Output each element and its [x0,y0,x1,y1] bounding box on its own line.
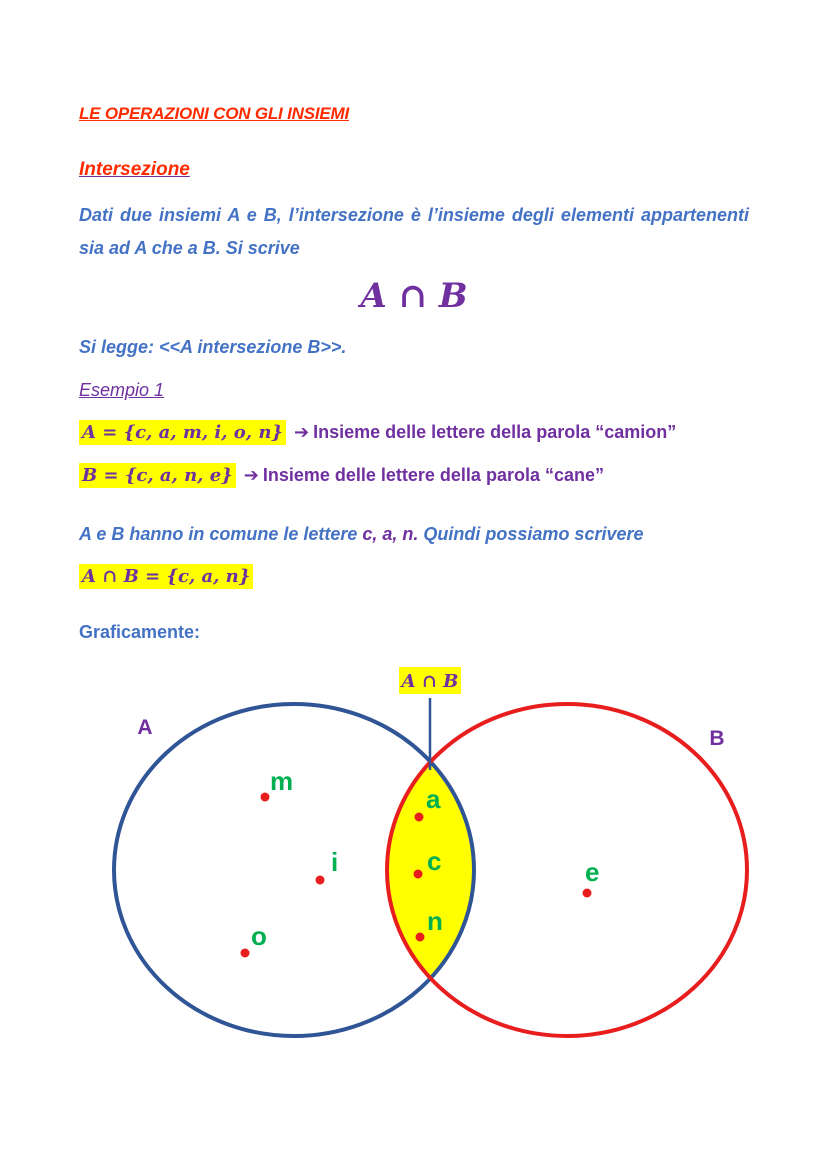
element-n: n [427,906,443,936]
result-formula: A ∩ B = {c, a, n} [79,564,253,589]
set-b-formula: B = {c, a, n, e} [79,463,236,488]
element-i: i [331,847,339,877]
element-c: c [427,846,442,876]
set-a-label: A [137,716,153,739]
dot-m [261,793,270,802]
set-b-label: B [709,727,725,750]
common-letters: c, a, n. [362,524,419,544]
graph-label: Graficamente: [79,622,201,642]
dot-c [414,870,423,879]
element-o: o [251,921,267,951]
element-e: e [585,857,600,887]
element-m: m [270,766,294,796]
common-prefix: A e B hanno in comune le lettere [79,524,363,544]
definition-text: Dati due insiemi A e B, l’intersezione è l’insieme degli elementi appartenenti sia ad A che a B. Si scrive [79,205,749,258]
arrow-right-icon: ➔ [294,422,310,443]
page-title: LE OPERAZIONI CON GLI INSIEMI [79,104,349,123]
dot-i [316,876,325,885]
set-a-formula: A = {c, a, m, i, o, n} [79,420,286,445]
example-title: Esempio 1 [79,380,165,400]
common-suffix: Quindi possiamo scrivere [418,524,644,544]
set-a-description: Insieme delle lettere della parola “camion” [313,422,677,442]
element-a: a [426,784,441,814]
dot-e [583,889,592,898]
section-title: Intersezione [79,159,190,180]
reading-text: Si legge: <<A intersezione B>>. [79,337,347,357]
set-b-description: Insieme delle lettere della parola “cane” [262,465,604,485]
dot-o [241,949,250,958]
arrow-right-icon: ➔ [243,465,259,486]
dot-a [415,813,424,822]
dot-n [416,933,425,942]
intersection-label: A ∩ B [401,671,459,692]
intersection-formula: A ∩ B [360,276,468,316]
